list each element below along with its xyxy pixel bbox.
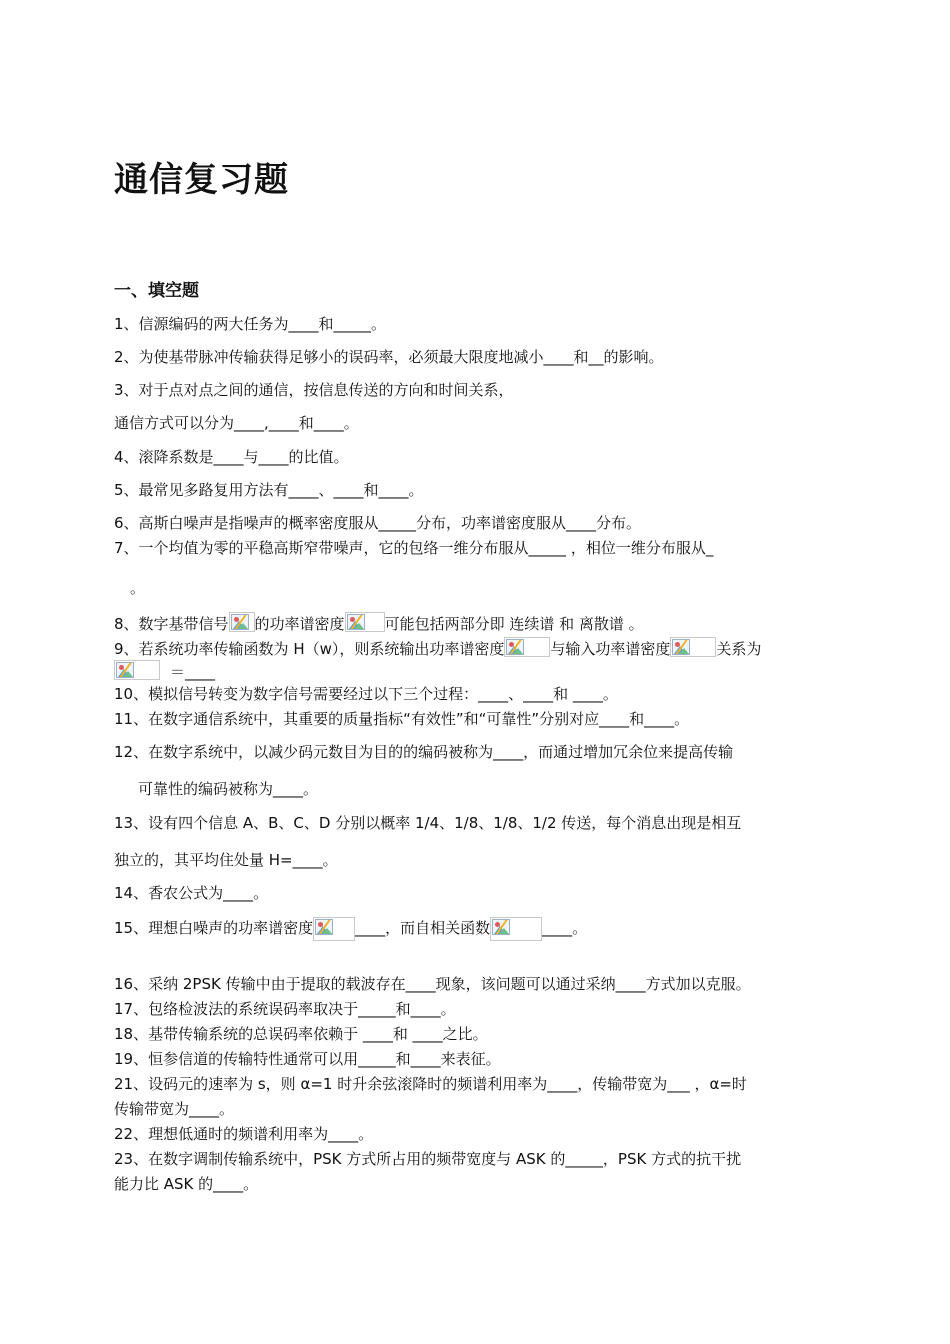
question-9-text-4: ＝____ (170, 663, 216, 681)
formula-image (229, 612, 255, 632)
question-19: 19、恒参信道的传输特性通常可以用_____和____来表征。 (114, 1050, 501, 1068)
broken-image-icon (231, 614, 249, 630)
question-8-text-2: 的功率谱密度 (254, 615, 345, 633)
question-1: 1、信源编码的两大任务为____和_____。 (114, 315, 387, 333)
question-12-line-1: 12、在数字系统中，以减少码元数目为目的的编码被称为____，而通过增加冗余位来提高传输 (114, 743, 734, 761)
question-7-line-1: 7、一个均值为零的平稳高斯窄带噪声，它的包络一维分布服从_____ ，相位一维分布服从_ (114, 539, 714, 557)
question-23-line-2: 能力比 ASK 的____。 (114, 1175, 259, 1193)
question-9-text-3: 关系为 (716, 640, 762, 658)
formula-image (345, 612, 385, 632)
question-9-line-2 (114, 660, 215, 682)
broken-image-icon (315, 919, 333, 935)
formula-image (670, 637, 716, 657)
question-9-text-1: 9、若系统功率传输函数为 H（w），则系统输出功率谱密度 (114, 640, 505, 658)
formula-image (313, 917, 355, 941)
question-7-line-2: 。 (130, 579, 146, 597)
question-16: 16、采纳 2PSK 传输中由于提取的载波存在____现象，该问题可以通过采纳____方式加以克服。 (114, 975, 751, 993)
question-13-line-2: 独立的，其平均住处量 H=____。 (114, 851, 338, 869)
question-11: 11、在数字通信系统中，其重要的质量指标“有效性”和“可靠性”分别对应____和____。 (114, 710, 690, 728)
question-14: 14、香农公式为____。 (114, 884, 269, 902)
question-18: 18、基带传输系统的总误码率依赖于 ____和 ____之比。 (114, 1025, 488, 1043)
question-15 (114, 917, 587, 941)
question-13-line-1: 13、设有四个信息 A、B、C、D 分别以概率 1/4、1/8、1/8、1/2 传送，每个消息出现是相互 (114, 814, 742, 832)
question-8 (114, 612, 644, 634)
page-title: 通信复习题 (114, 160, 289, 200)
question-3-line-2: 通信方式可以分为____,____和____。 (114, 414, 359, 432)
question-4: 4、滚降系数是____与____的比值。 (114, 448, 349, 466)
question-15-text-1: 15、理想白噪声的功率谱密度 (114, 919, 314, 937)
broken-image-icon (347, 614, 365, 630)
question-2: 2、为使基带脉冲传输获得足够小的误码率，必须最大限度地减小____和__的影响。 (114, 348, 664, 366)
question-8-text-1: 8、数字基带信号 (114, 615, 229, 633)
question-8-text-3: 可能包括两部分即 连续谱 和 离散谱 。 (384, 615, 644, 633)
question-12-line-2: 可靠性的编码被称为____。 (138, 780, 319, 798)
formula-image (490, 917, 542, 941)
question-15-text-3: ____。 (542, 919, 588, 937)
question-21-line-2: 传输带宽为____。 (114, 1100, 235, 1118)
formula-image (114, 660, 160, 680)
question-3-line-1: 3、对于点对点之间的通信，按信息传送的方向和时间关系， (114, 381, 514, 399)
question-9-line-1 (114, 637, 761, 659)
question-22: 22、理想低通时的频谱利用率为____。 (114, 1125, 374, 1143)
question-5: 5、最常见多路复用方法有____、____和____。 (114, 481, 424, 499)
question-10: 10、模拟信号转变为数字信号需要经过以下三个过程：____、____和 ____。 (114, 685, 618, 703)
question-23-line-1: 23、在数字调制传输系统中，PSK 方式所占用的频带宽度与 ASK 的_____，PSK 方式的抗干扰 (114, 1150, 742, 1168)
question-15-text-2: ____，而自相关函数 (355, 919, 491, 937)
question-21-line-1: 21、设码元的速率为 s，则 α=1 时升余弦滚降时的频谱利用率为____，传输带宽为___ ，α=时 (114, 1075, 747, 1093)
section-heading: 一、填空题 (114, 281, 199, 301)
broken-image-icon (506, 639, 524, 655)
question-6: 6、高斯白噪声是指噪声的概率密度服从_____分布，功率谱密度服从____分布。 (114, 514, 642, 532)
question-9-text-2: 与输入功率谱密度 (550, 640, 671, 658)
broken-image-icon (116, 662, 134, 678)
broken-image-icon (492, 919, 510, 935)
formula-image (504, 637, 550, 657)
question-17: 17、包络检波法的系统误码率取决于_____和____。 (114, 1000, 456, 1018)
broken-image-icon (672, 639, 690, 655)
